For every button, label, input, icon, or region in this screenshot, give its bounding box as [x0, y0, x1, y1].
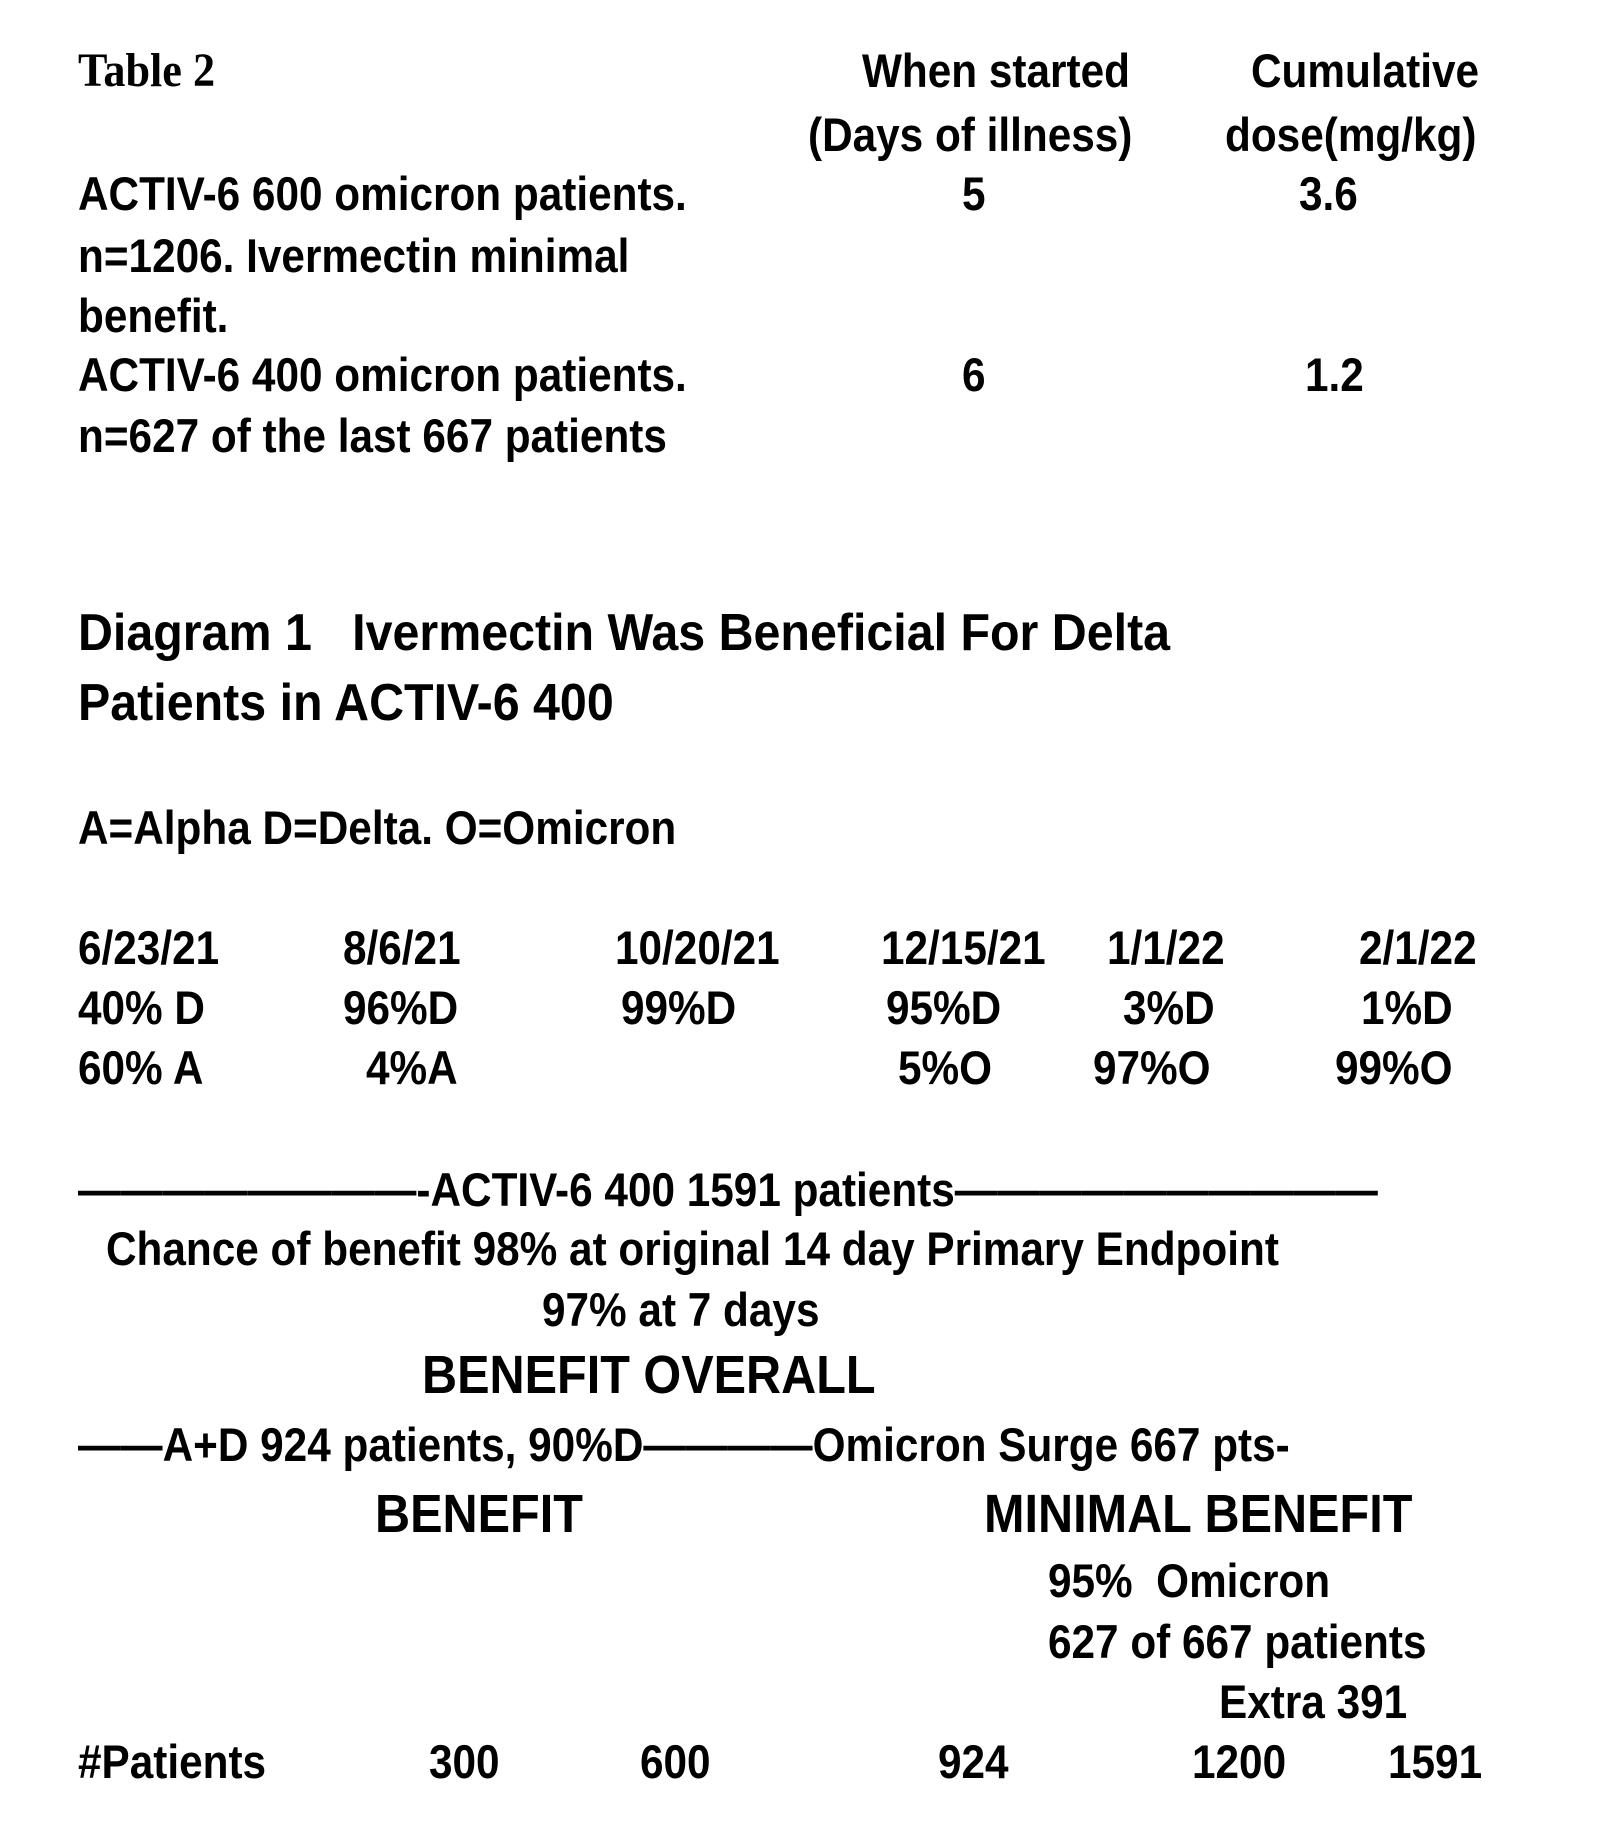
date: 2/1/22	[1359, 921, 1477, 974]
patients-tick: 924	[938, 1735, 1009, 1788]
variant-share: 4%A	[366, 1041, 458, 1094]
dose-value: 1.2	[1305, 348, 1364, 401]
dose-value: 3.6	[1299, 167, 1358, 220]
seven-day-benefit: 97% at 7 days	[542, 1283, 820, 1336]
benefit-overall-label: BENEFIT OVERALL	[422, 1345, 876, 1405]
date: 10/20/21	[615, 921, 780, 974]
variant-share: 1%D	[1361, 981, 1453, 1034]
variant-share: 97%O	[1093, 1041, 1211, 1094]
chance-of-benefit: Chance of benefit 98% at original 14 day Primary Endpoint	[106, 1222, 1279, 1275]
row-label: benefit.	[78, 289, 229, 342]
patients-axis-label: #Patients	[78, 1735, 267, 1788]
date: 6/23/21	[78, 921, 220, 974]
benefit-label: BENEFIT	[375, 1484, 583, 1544]
column-header-cumulative: Cumulative	[1251, 44, 1480, 97]
row-label: n=627 of the last 667 patients	[78, 409, 667, 462]
variant-share: 40% D	[78, 981, 205, 1034]
when-started-value: 6	[962, 348, 986, 401]
diagram-title: Diagram 1 Ivermectin Was Beneficial For Delta	[78, 604, 1171, 662]
variant-share: 99%D	[621, 981, 737, 1034]
row-label: ACTIV-6 600 omicron patients.	[78, 167, 687, 220]
table-title: Table 2	[78, 44, 216, 97]
extra-patients: Extra 391	[1219, 1675, 1408, 1728]
row-label: ACTIV-6 400 omicron patients.	[78, 348, 687, 401]
variant-share: 96%D	[343, 981, 459, 1034]
date: 8/6/21	[343, 921, 461, 974]
minimal-benefit-label: MINIMAL BENEFIT	[984, 1484, 1413, 1544]
patients-tick: 300	[429, 1735, 500, 1788]
patients-tick: 1200	[1192, 1735, 1287, 1788]
variant-share: 99%O	[1335, 1041, 1453, 1094]
variant-share: 60% A	[78, 1041, 204, 1094]
row-label: n=1206. Ivermectin minimal	[78, 229, 630, 282]
variant-share: 5%O	[898, 1041, 993, 1094]
date: 12/15/21	[881, 921, 1046, 974]
omicron-percentage: 95% Omicron	[1048, 1554, 1331, 1607]
variant-share: 3%D	[1123, 981, 1215, 1034]
patients-tick: 1591	[1388, 1735, 1483, 1788]
column-header-days-of-illness: (Days of illness)	[808, 108, 1133, 161]
diagram-title: Patients in ACTIV-6 400	[78, 674, 614, 732]
overall-range-line: ————————-ACTIV-6 400 1591 patients——————————	[78, 1163, 1378, 1216]
omicron-patient-count: 627 of 667 patients	[1048, 1615, 1427, 1668]
variant-legend: A=Alpha D=Delta. O=Omicron	[78, 801, 677, 854]
split-range-line: ——A+D 924 patients, 90%D————Omicron Surge 667 pts-	[78, 1418, 1290, 1471]
variant-share: 95%D	[886, 981, 1002, 1034]
date: 1/1/22	[1107, 921, 1225, 974]
column-header-when-started: When started	[862, 44, 1130, 97]
column-header-dose: dose(mg/kg)	[1225, 108, 1477, 161]
patients-tick: 600	[640, 1735, 711, 1788]
when-started-value: 5	[962, 167, 986, 220]
